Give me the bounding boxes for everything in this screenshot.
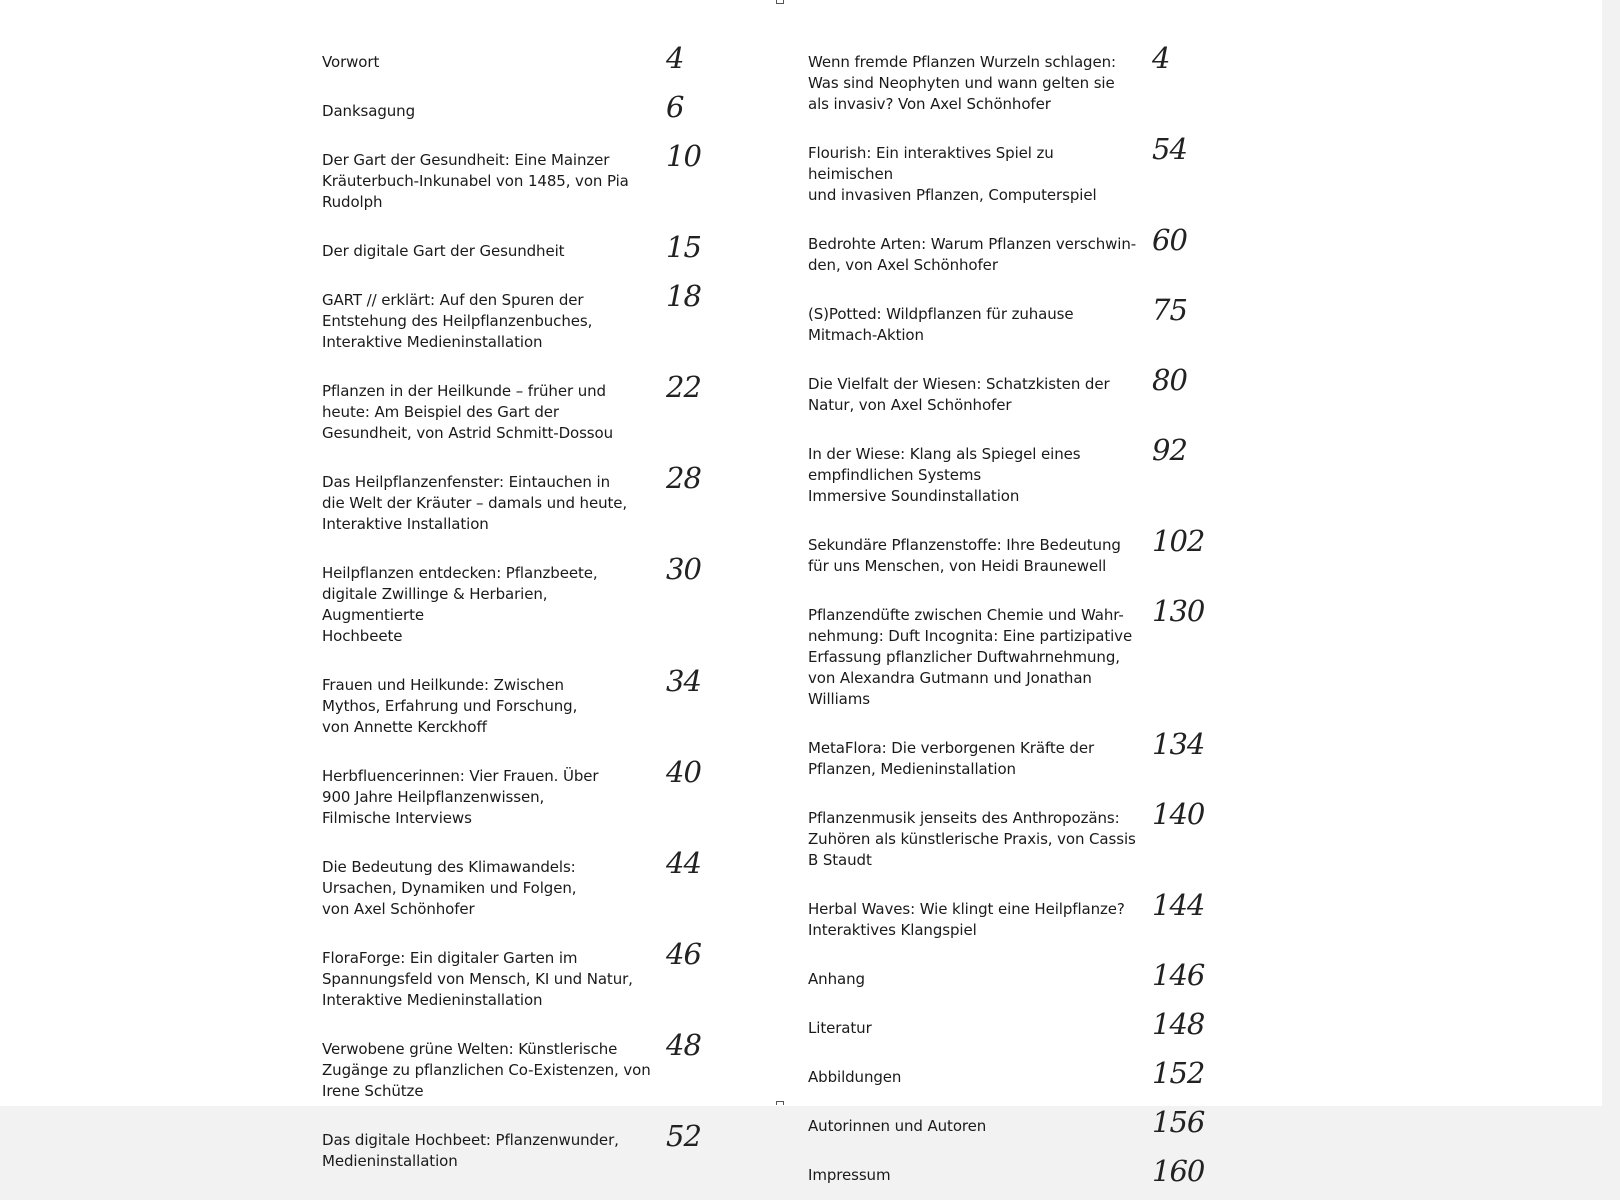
toc-entry-page-number: 44 [666, 846, 701, 880]
toc-entry-page-number: 80 [1152, 363, 1187, 397]
toc-entry[interactable] [322, 934, 752, 1011]
toc-entry-page-number: 4 [1152, 41, 1170, 75]
toc-entry-page-number: 10 [666, 139, 701, 173]
toc-entry-title: Frauen und Heilkunde: Zwischen Mythos, Erfahrung und Forschung, von Annette Kerckhoff [322, 676, 578, 736]
toc-entry-title: Impressum [808, 1166, 891, 1184]
toc-entry[interactable] [808, 1004, 1238, 1039]
toc-entry-page-number: 140 [1152, 797, 1205, 831]
toc-entry-page-number: 6 [666, 90, 684, 124]
toc-entry[interactable] [808, 1151, 1238, 1186]
toc-entry-page-number: 152 [1152, 1056, 1205, 1090]
toc-entry-page-number: 30 [666, 552, 701, 586]
toc-entry[interactable] [808, 521, 1238, 577]
toc-entry-title: Das digitale Hochbeet: Pflanzenwunder, Medieninstallation [322, 1131, 619, 1170]
page-crop-marker-top [776, 0, 784, 4]
toc-entry-page-number: 18 [666, 279, 701, 313]
toc-entry[interactable] [322, 367, 752, 444]
toc-entry[interactable] [322, 752, 752, 829]
toc-entry-page-number: 92 [1152, 433, 1187, 467]
toc-entry-page-number: 22 [666, 370, 701, 404]
toc-entry[interactable] [808, 430, 1238, 507]
toc-entry-title: Pflanzenmusik jenseits des Anthropozäns: Zuhören als künstlerische Praxis, von Cassis B Staudt [808, 809, 1136, 869]
toc-entry[interactable] [808, 591, 1238, 710]
toc-entry[interactable] [808, 220, 1238, 276]
toc-entry-title: Pflanzendüfte zwischen Chemie und Wahr- nehmung: Duft Incognita: Eine partizipative Erfassung pflanzlicher Duftwahrnehmung, von Alexandra Gutmann und Jonathan Williams [808, 606, 1133, 708]
toc-entry[interactable] [808, 724, 1238, 780]
toc-entry[interactable] [808, 1053, 1238, 1088]
toc-entry[interactable] [322, 458, 752, 535]
toc-entry-title: Das Heilpflanzenfenster: Eintauchen in die Welt der Kräuter – damals und heute, Interaktive Installation [322, 473, 628, 533]
toc-entry-page-number: 34 [666, 664, 701, 698]
toc-entry-page-number: 102 [1152, 524, 1205, 558]
toc-entry-title: (S)Potted: Wildpflanzen für zuhause Mitmach-Aktion [808, 305, 1074, 344]
toc-column-right [808, 38, 1238, 1200]
toc-entry-page-number: 130 [1152, 594, 1205, 628]
toc-entry[interactable] [322, 661, 752, 738]
toc-entry[interactable] [808, 290, 1238, 346]
toc-entry-title: Wenn fremde Pflanzen Wurzeln schlagen: Was sind Neophyten und wann gelten sie als invasiv? Von Axel Schönhofer [808, 53, 1116, 113]
toc-entry-title: In der Wiese: Klang als Spiegel eines empfindlichen Systems Immersive Soundinstallation [808, 445, 1081, 505]
toc-entry-page-number: 160 [1152, 1154, 1205, 1188]
toc-entry-page-number: 28 [666, 461, 701, 495]
toc-entry-title: Flourish: Ein interaktives Spiel zu heimischen und invasiven Pflanzen, Computerspiel [808, 144, 1097, 204]
toc-entry-page-number: 15 [666, 230, 701, 264]
toc-entry-title: Der Gart der Gesundheit: Eine Mainzer Kräuterbuch-Inkunabel von 1485, von Pia Rudolph [322, 151, 629, 211]
toc-entry-page-number: 52 [666, 1119, 701, 1153]
toc-entry[interactable] [322, 276, 752, 353]
toc-entry-title: Die Bedeutung des Klimawandels: Ursachen, Dynamiken und Folgen, von Axel Schönhofer [322, 858, 577, 918]
toc-entry-title: Heilpflanzen entdecken: Pflanzbeete, digitale Zwillinge & Herbarien, Augmentierte Hochbeete [322, 564, 598, 645]
toc-entry-title: Abbildungen [808, 1068, 902, 1086]
toc-entry-title: Herbal Waves: Wie klingt eine Heilpflanze? Interaktives Klangspiel [808, 900, 1125, 939]
toc-entry-title: Der digitale Gart der Gesundheit [322, 242, 565, 260]
toc-entry[interactable] [322, 1116, 752, 1172]
toc-entry[interactable] [322, 843, 752, 920]
toc-entry[interactable] [808, 1102, 1238, 1137]
toc-entry-page-number: 134 [1152, 727, 1205, 761]
toc-entry-page-number: 4 [666, 41, 684, 75]
toc-entry[interactable] [808, 794, 1238, 871]
toc-entry-title: Die Vielfalt der Wiesen: Schatzkisten der Natur, von Axel Schönhofer [808, 375, 1110, 414]
toc-entry[interactable] [808, 955, 1238, 990]
toc-entry[interactable] [808, 38, 1238, 115]
toc-entry-page-number: 46 [666, 937, 701, 971]
toc-entry-page-number: 40 [666, 755, 701, 789]
toc-column-left [322, 38, 752, 1186]
toc-entry-page-number: 144 [1152, 888, 1205, 922]
toc-entry-title: Vorwort [322, 53, 380, 71]
toc-entry-title: Anhang [808, 970, 865, 988]
toc-entry[interactable] [322, 1025, 752, 1102]
toc-entry-title: Sekundäre Pflanzenstoffe: Ihre Bedeutung für uns Menschen, von Heidi Braunewell [808, 536, 1121, 575]
toc-entry[interactable] [322, 227, 752, 262]
toc-entry-title: GART // erklärt: Auf den Spuren der Entstehung des Heilpflanzenbuches, Interaktive Medieninstallation [322, 291, 593, 351]
toc-entry[interactable] [808, 885, 1238, 941]
toc-entry[interactable] [322, 87, 752, 122]
toc-entry-title: Autorinnen und Autoren [808, 1117, 987, 1135]
toc-entry[interactable] [322, 549, 752, 647]
toc-entry-page-number: 75 [1152, 293, 1187, 327]
toc-entry-title: Herbfluencerinnen: Vier Frauen. Über 900 Jahre Heilpflanzenwissen, Filmische Interviews [322, 767, 599, 827]
toc-entry-page-number: 156 [1152, 1105, 1205, 1139]
toc-entry[interactable] [322, 38, 752, 73]
toc-entry-page-number: 146 [1152, 958, 1205, 992]
toc-entry-title: Pflanzen in der Heilkunde – früher und heute: Am Beispiel des Gart der Gesundheit, von Astrid Schmitt-Dossou [322, 382, 614, 442]
toc-entry[interactable] [322, 136, 752, 213]
toc-entry[interactable] [808, 360, 1238, 416]
toc-entry-title: Bedrohte Arten: Warum Pflanzen verschwin- den, von Axel Schönhofer [808, 235, 1137, 274]
scrollbar[interactable] [1602, 0, 1620, 1106]
page-crop-marker-bottom [776, 1101, 784, 1105]
toc-entry-title: Literatur [808, 1019, 872, 1037]
toc-entry-title: Danksagung [322, 102, 415, 120]
toc-entry[interactable] [808, 129, 1238, 206]
toc-entry-page-number: 54 [1152, 132, 1187, 166]
toc-entry-page-number: 48 [666, 1028, 701, 1062]
toc-entry-page-number: 148 [1152, 1007, 1205, 1041]
toc-entry-title: Verwobene grüne Welten: Künstlerische Zugänge zu pflanzlichen Co-Existenzen, von Irene Schütze [322, 1040, 651, 1100]
toc-entry-title: FloraForge: Ein digitaler Garten im Spannungsfeld von Mensch, KI und Natur, Interaktive Medieninstallation [322, 949, 633, 1009]
toc-entry-page-number: 60 [1152, 223, 1187, 257]
toc-entry-title: MetaFlora: Die verborgenen Kräfte der Pflanzen, Medieninstallation [808, 739, 1095, 778]
